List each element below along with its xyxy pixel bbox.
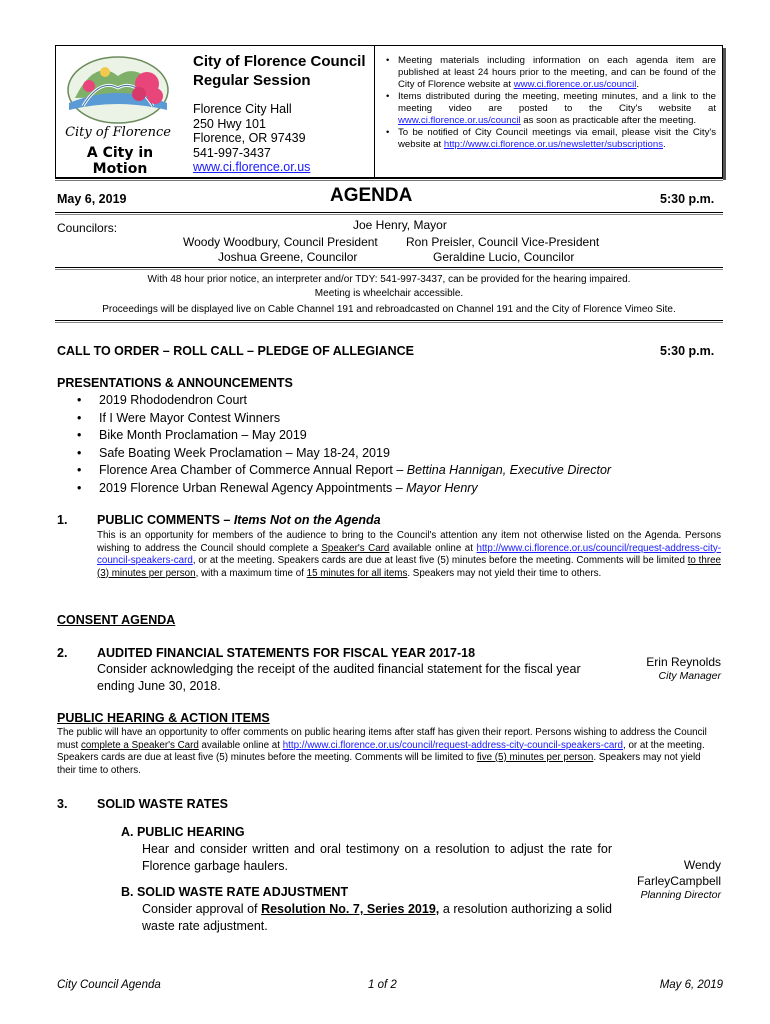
presenter-name: Erin Reynolds bbox=[646, 655, 721, 669]
speakers-card-link[interactable]: http://www.ci.florence.or.us/council/request-address-city-council-speakers-card bbox=[97, 542, 721, 566]
presenter-name: Wendy FarleyCampbell bbox=[636, 858, 721, 888]
phone-number: 541-997-3437 bbox=[193, 145, 271, 160]
council-president: Woody Woodbury, Council President bbox=[183, 235, 378, 249]
list-item: • Safe Boating Week Proclamation – May 18-24, 2019 bbox=[57, 445, 717, 463]
header-rule bbox=[55, 177, 723, 179]
rule-shadow bbox=[55, 322, 723, 323]
city-website-link[interactable]: www.ci.florence.or.us bbox=[193, 160, 311, 174]
presentations-list bbox=[57, 392, 717, 497]
rate-adjustment-desc: Consider approval of Resolution No. 7, Series 2019, a resolution authorizing a solid waste rate adjustment. bbox=[142, 902, 613, 933]
header-shadow bbox=[723, 48, 726, 180]
speakers-card-link[interactable]: http://www.ci.florence.or.us/council/request-address-city-council-speakers-card bbox=[282, 739, 624, 751]
header-divider bbox=[374, 45, 375, 177]
notice-line: Proceedings will be displayed live on Cable Channel 191 and rebroadcasted on Channel 191 and the City of Florence Vimeo Site. bbox=[102, 304, 676, 315]
info-bullet: • Meeting materials including information on each agenda item are published at least 24 hours prior to the meeting, and can be found of the City of Florence website at www.ci.florence.or.us/council. bbox=[384, 55, 716, 91]
council-title-line2: Regular Session bbox=[193, 72, 311, 89]
meeting-date: May 6, 2019 bbox=[57, 192, 127, 206]
audited-financial-title: AUDITED FINANCIAL STATEMENTS FOR FISCAL YEAR 2017-18 bbox=[97, 646, 476, 660]
public-hearing-subtitle: A. PUBLIC HEARING bbox=[121, 825, 245, 839]
notice-line: With 48 hour prior notice, an interpreter and/or TDY: 541-997-3437, can be provided for the hearing impaired. bbox=[147, 274, 631, 285]
item-number: 2. bbox=[57, 646, 68, 660]
council-link[interactable]: www.ci.florence.or.us/council bbox=[513, 79, 637, 90]
audited-financial-desc: Consider acknowledging the receipt of the audited financial statement for the fiscal year ending June 30, 2018. bbox=[97, 662, 581, 693]
rule bbox=[55, 212, 723, 213]
page-number: 1 of 2 bbox=[368, 979, 397, 991]
list-item: • 2019 Florence Urban Renewal Agency Appointments – Mayor Henry bbox=[57, 480, 717, 498]
list-item: • Florence Area Chamber of Commerce Annual Report – Bettina Hannigan, Executive Director bbox=[57, 462, 717, 480]
consent-agenda-title: CONSENT AGENDA bbox=[57, 613, 176, 627]
public-hearing-title: PUBLIC HEARING & ACTION ITEMS bbox=[57, 711, 270, 725]
city-address bbox=[193, 102, 310, 175]
council-title-line1: City of Florence Council bbox=[193, 53, 366, 70]
public-hearing-text: The public will have an opportunity to offer comments on public hearing items after staff has given their report. Persons wishing to address the Council must complete a Speaker's Card available online at http://www.ci.florence.or.us/council/request-address-city-council-speakers-card, or at the meeting. Speakers cards are due at least five (5) minutes before the meeting. Comments will be limited to five (5) minutes per person. Speakers may not yield their time to others. bbox=[57, 727, 707, 776]
council-link[interactable]: www.ci.florence.or.us/council bbox=[398, 115, 521, 126]
item-number: 3. bbox=[57, 797, 68, 811]
rate-adjustment-subtitle: B. SOLID WASTE RATE ADJUSTMENT bbox=[121, 885, 349, 899]
councilor: Geraldine Lucio, Councilor bbox=[433, 250, 575, 264]
council-vice-president: Ron Preisler, Council Vice-President bbox=[406, 235, 600, 249]
agenda-title: AGENDA bbox=[330, 185, 413, 206]
address-line: Florence, OR 97439 bbox=[193, 131, 306, 145]
notice-line: Meeting is wheelchair accessible. bbox=[314, 288, 464, 299]
logo-city-name: City of Florence bbox=[65, 125, 171, 140]
address-line: 250 Hwy 101 bbox=[193, 116, 266, 131]
resolution-link[interactable]: Resolution No. 7, Series 2019, bbox=[261, 902, 440, 916]
accessibility-notice bbox=[55, 273, 723, 317]
header-rule-shadow bbox=[55, 180, 723, 181]
councilor: Joshua Greene, Councilor bbox=[218, 250, 358, 264]
rule bbox=[55, 267, 723, 268]
call-to-order-title: CALL TO ORDER – ROLL CALL – PLEDGE OF ALLEGIANCE bbox=[57, 344, 414, 358]
rule-shadow bbox=[55, 214, 723, 215]
address-line: Florence City Hall bbox=[193, 102, 292, 116]
presenter-title: City Manager bbox=[658, 670, 721, 682]
tagline: A City in Motion bbox=[86, 145, 154, 177]
meeting-info-bullets bbox=[384, 55, 716, 151]
councilors-label: Councilors: bbox=[57, 221, 118, 235]
newsletter-link[interactable]: http://www.ci.florence.or.us/newsletter/subscriptions bbox=[443, 139, 664, 150]
meeting-time: 5:30 p.m. bbox=[660, 192, 715, 206]
info-bullet: • Items distributed during the meeting, meeting minutes, and a link to the meeting video are posted to the City's website at www.ci.florence.or.us/council as soon as practicable after the meeting. bbox=[384, 91, 716, 127]
council-title bbox=[193, 52, 366, 90]
list-item: • Bike Month Proclamation – May 2019 bbox=[57, 427, 717, 445]
public-hearing-desc: Hear and consider written and oral testimony on a resolution to adjust the rate for Florence garbage haulers. bbox=[142, 842, 612, 873]
list-item: • If I Were Mayor Contest Winners bbox=[57, 410, 717, 428]
presenter-title: Planning Director bbox=[640, 889, 721, 901]
solid-waste-title: SOLID WASTE RATES bbox=[97, 797, 229, 811]
item-number: 1. bbox=[57, 513, 68, 527]
call-to-order-time: 5:30 p.m. bbox=[660, 344, 715, 358]
mayor: Joe Henry, Mayor bbox=[353, 218, 447, 232]
info-bullet: • To be notified of City Council meetings via email, please visit the City's website at http://www.ci.florence.or.us/newsletter/subscriptions. bbox=[384, 127, 716, 151]
public-comments-title: PUBLIC COMMENTS – Items Not on the Agenda bbox=[97, 513, 381, 527]
rule-shadow bbox=[55, 269, 723, 270]
public-comments-text: This is an opportunity for members of the audience to bring to the Council's attention any item not otherwise listed on the Agenda. Persons wishing to address the Council should complete a Speaker's Card available online at http://www.ci.florence.or.us/council/request-address-city-council-speakers-card, or at the meeting. Speakers cards are due at least five (5) minutes before the meeting. Comments will be limited to three (3) minutes per person, with a maximum time of 15 minutes for all items. Speakers may not yield their time to others. bbox=[97, 530, 721, 579]
list-item: • 2019 Rhododendron Court bbox=[57, 392, 717, 410]
presentations-title: PRESENTATIONS & ANNOUNCEMENTS bbox=[57, 376, 293, 390]
rule bbox=[55, 320, 723, 321]
footer-title: City Council Agenda bbox=[57, 979, 161, 991]
footer-date: May 6, 2019 bbox=[659, 979, 723, 991]
